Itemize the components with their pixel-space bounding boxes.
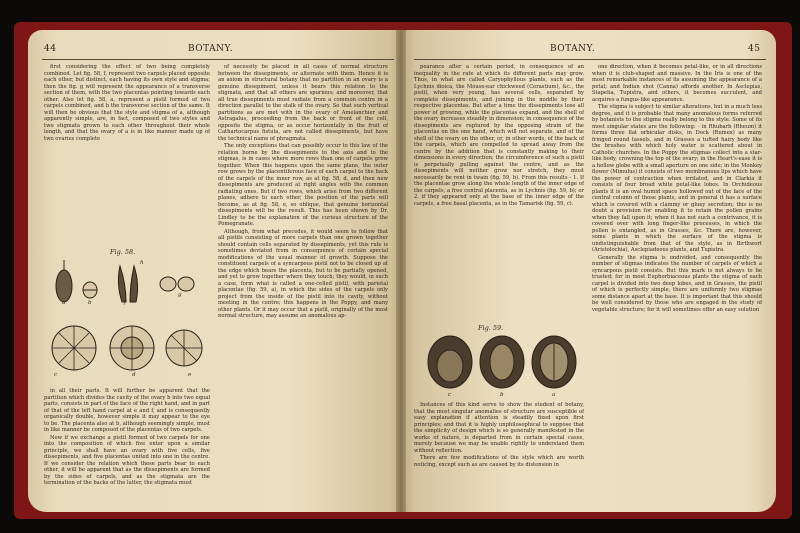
paragraph: first considering the effect of two being completely combined. Let fig. 58, f, represent two carpels placed opposite each other, but distinct, each having its own style and stigma; then the fig. g will represent the appearance of a transverse section of them, with the two placentas pointing towards each other. Also let fig. 58, a, represent a pistil formed of two carpels combined, and b the transverse section of the same. It will then be obvious that the style and stigma of a, although apparently simple, are, in fact, composed of two styles and two stigmata grown to each other throughout their whole length, and that the ovary of a is in like manner made up of two ovaries complete [44, 64, 210, 142]
header-rule [414, 59, 766, 60]
figure-letter: c [54, 372, 58, 378]
right-column [218, 64, 388, 506]
carpel-section-g [160, 277, 176, 291]
running-head: BOTANY. [188, 44, 234, 54]
page-number: 45 [748, 44, 761, 54]
paragraph: one direction, when it becomes petal-like, or in all directions when it is club-shaped and massive. In the Iris is one of the most remarkable instances of its assuming the appearance of a petal; and Indian shot (Canna) affords another. In Asclepias, Stapelia, Tupistra, and others, it becomes succulent, and acquires a fungus-like appearance. [592, 64, 762, 103]
paragraph: Generally the stigma is undivided, and consequently the number of stigmas indicates the number of carpels of which a syncarpous pistil consists. But this mark is not always to be trusted; for in most Euphorbiaceous plants the stigma of each carpel is divided into two deep lobes, and in Grasses, the pistil of which is perfectly simple, there are uniformly two stigmas some distance apart at the base. It is important that this should be well considered by those who are engaged in the study of vegetable structure; for it will sometimes offer an easy solution [592, 254, 762, 313]
paragraph: Instances of this kind serve to show the student of botany, that the most singular anomalies of structure are susceptible of easy explanation if attention is steadily fixed upon first principles; and that it is highly unphilosophical to suppose that the simplicity of design which is so generally manifested in the works of nature, is departed from in certain special cases, merely because we may be unable rightly to understand them without reflection. [414, 402, 584, 454]
figure-letter: d [132, 372, 136, 378]
figure-letter: h [140, 260, 144, 266]
header-rule [42, 59, 394, 60]
carpel-drawing-a [56, 270, 72, 302]
figure-label: Fig. 59. [478, 324, 504, 332]
figure-letter: a [552, 392, 556, 398]
paragraph: in all their parts. It will further be apparent that the partition which divides the cavity of the ovary b into two equal parts, consists in part of the face of the right hand, and in part of that of the left hand carpel at e and f, and is consequently organically double, however simple it may appear to the eye to be. The placenta also at b, although seemingly simple, must in like manner be composed of the placentas of two carpels. [44, 388, 210, 433]
figure-letter: f [124, 300, 127, 306]
right-column [592, 64, 762, 506]
figure-letter: e [188, 372, 192, 378]
right-page [400, 30, 776, 512]
left-column-bottom [44, 388, 210, 506]
figure-58-carpels [46, 258, 206, 386]
carpel-drawing-f [118, 266, 126, 302]
running-head: BOTANY. [550, 44, 596, 54]
page-number: 44 [44, 44, 57, 54]
left-column-bottom [414, 402, 584, 506]
paragraph: Now if we exchange a pistil formed of two carpels for one into the composition of which five enter upon a similar principle, we shall have an ovary with five cells, five dissepiments, and five placentas united into one in the centre. If we consider the relation which these parts bear to each other, it will be apparent that as the dissepiments are formed by the sides of carpels, and as the stigmata are the termination of the backs of the latter, the stigmata must [44, 434, 210, 486]
left-column-top [44, 64, 210, 246]
figure-label: Fig. 58. [110, 248, 136, 256]
left-column-top [414, 64, 584, 322]
figure-letter: a [62, 300, 66, 306]
paragraph: The stigma is subject to similar alterations, but in a much less degree, and it is probable that many anomalous forms referred by botanists to the stigma really belong to the style. Some of its most singular states are the following: - in Rhubarb (Rheum) it forms three flat orbicular disks, in Dock (Rumex) as many fringed round tassels, and in Grasses a tufted hairy body like the brushes with which holy water is scattered about in Catholic churches. In the Poppy the stigmas collect into a star-like body, crowning the top of the ovary; in the Heart's-ease it is a hollow globe with a small aperture on one side; in the Monkey flower (Mimulus) it consists of two membranous lips which have the power of contraction when irritated, and in Clarkia it consists of four broad white petal-like lobes. In Orchideous plants it is an oval humid space hollowed out of the face of the central column of those plants, and in general it has a surface which is covered with a clammy or gluey secretion; this is no doubt a provision for enabling it to retain the pollen grains when they fall upon it; when it has not such a contrivance, it is covered over with long finger-like processes, in which the pollen is entangled, as in Grasses, &c. There are, however, some plants in which the surface of the stigma is undistinguishable from that of the style, as in Birthwort (Aristolochia), Asclepiadeous plants, and Tupistra. [592, 104, 762, 253]
book-gutter [396, 30, 406, 512]
figure-letter: g [178, 292, 182, 298]
paragraph: of necessity be placed in all cases of normal structure between the dissepiments, or alternate with them. Hence it is an axiom in structural botany that no partition in an ovary is a genuine dissepiment, unless it bears this relation to the stigmata, and that all others are spurious; and moreover, that all true dissepiments must radiate from a common centre in a direction parallel to the stalk of the ovary. So that such vertical partitions as are met with in the ovary of Amelanchier and Astragalus, proceeding from the back or front of the cell, opposite the stigma, or as occur horizontally in the fruit of Cathartocarpus fistula, are not called dissepiments, but have the technical name of phragmata. [218, 64, 388, 142]
figure-letter: b [500, 392, 504, 398]
paragraph: Although, from what precedes, it would seem to follow that all pistils consisting of more carpels than one grown together should contain cells separated by dissepiments, yet this rule is sometimes deviated from in consequence of certain special modifications of the usual manner of growth. Suppose the constituent carpels of a syncarpous pistil not to be closed up at the edge which bears the placenta, but to be partially opened, and yet to grow together where they touch; they would, in such a case, form what is called a one-celled pistil, with parietal placentae (fig. 59, a), in which the sides of the carpels only project from the inside of the pistil into its cavity, without meeting in the centre; this happens in the Poppy, and many other plants. Or it may occur that a pistil, originally of the most normal structure, may assume an anomalous ap- [218, 228, 388, 319]
paragraph: There are few modifications of the style which are worth noticing, except such as are caused by its distension in [414, 455, 584, 468]
figure-letter: b [88, 300, 92, 306]
paragraph: pearance after a certain period, in consequence of an inequality in the rate at which its different parts may grow. Thus, in what are called Caryophyllous plants, such as the Lychnis dioica, the Mouse-ear chickweed (Cerastium), &c., the pistil, when very young, has several cells, separated by complete dissepiments, and joining in the middle by their respective placentas. But after a time the dissepiments lose all power of growing, while the placentas expand, and the shell of the ovary increases steadily in dimension; in consequence of the dissepiments are ruptured by the opposing strain of the placentas on the one hand, which will not separate, and of the shell of the ovary on the other, or, in other words, of the back of the carpels, which are compelled to spread away from the centre by the addition that is constantly making to their dimensions in every direction; the circumference of such a pistil is perpetually pulling against the centre, and as the dissepiments will neither grow nor stretch, they must necessarily be rent in twain (fig. 59, b). From this results - 1. If the placentae grow along the whole length of the inner edge of the carpels, a free central placenta, as in Lychnis (fig. 59, b); or 2. if they appeared only at the base of the inner edge of the carpels, a free basal placenta, as in the Tamarisk (fig. 59, c). [414, 64, 584, 207]
left-page [28, 30, 402, 512]
figure-letter: c [448, 392, 452, 398]
paragraph: The only exceptions that can possibly occur to this law of the relation borne by the dissepiments to the axis and to the stigmas, is in cases where more rows than one of carpels grow together. When this happens upon the same plane, the outer row grows by the placentiferous face of each carpel to the back of the carpels of the inner row, as at fig. 58, d, and then new dissepiments are produced at right angles with the common radiating ones. But if two rows, which arise from two different planes, adhere to each other, the position of the parts will become, as at fig. 58, e, so oblique, that genuine horizontal dissepiments will be the result. This has been shown by Dr. Lindley to be the explanation of the curious structure of the Pomegranate. [218, 143, 388, 227]
figure-59-placentas [422, 334, 580, 394]
